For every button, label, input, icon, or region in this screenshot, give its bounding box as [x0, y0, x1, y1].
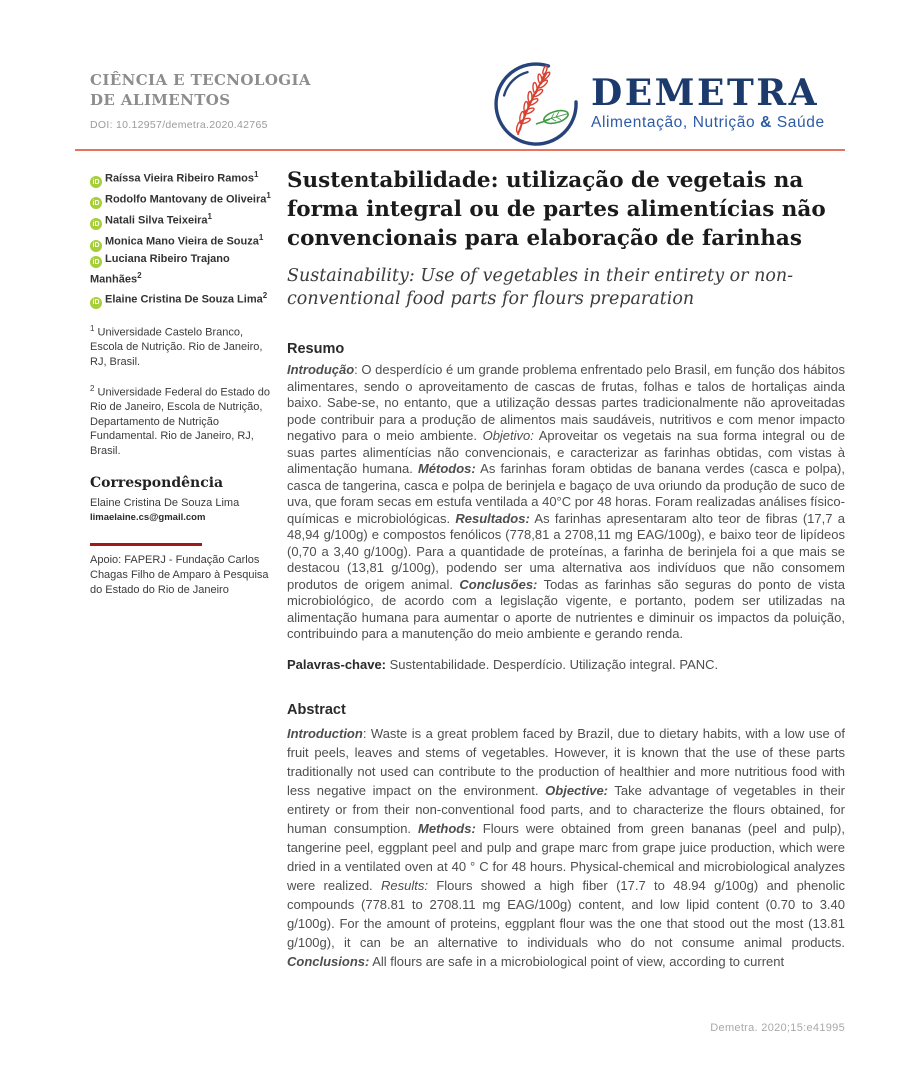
author-item: [90, 209, 276, 230]
affiliation-item: [90, 382, 276, 458]
leaf-icon: [536, 108, 570, 126]
author-name: Elaine Cristina De Souza Lima: [105, 293, 263, 306]
article-title-pt: Sustentabilidade: utilização de vegetais na forma integral ou de partes alimentícias não convencionais para elaboração de farinhas: [287, 168, 826, 251]
author-affiliation-ref: 1: [258, 233, 264, 243]
author-affiliation-ref: 2: [262, 290, 268, 300]
author-item: [90, 230, 276, 251]
abstract-heading: Abstract: [287, 701, 346, 718]
journal-logo[interactable]: [488, 58, 825, 148]
affiliation-text: Universidade Federal do Estado do Rio de Janeiro, Escola de Nutrição, Departamento de Nutrição Fundamental. Rio de Janeiro, RJ, Brasil.: [90, 386, 270, 457]
keywords-line: [287, 657, 845, 672]
logo-text: [591, 72, 825, 132]
logo-tagline: Alimentação, Nutrição & Saúde: [591, 114, 825, 131]
orcid-icon[interactable]: iD: [90, 297, 102, 309]
author-affiliation-ref: 1: [253, 170, 259, 179]
article: [287, 166, 845, 971]
author-item: [90, 188, 276, 209]
resumo-text: Introdução: O desperdício é um grande problema enfrentado pelo Brasil, em função dos hábitos alimentares, sendo o aproveitamento de cascas de frutas, folhas e talos de hortaliças ainda baixo. Sabe-se, no entanto, que a utilização dessas partes tradicionalmente não aproveitadas pode contribuir para a produção de alimentos mais saudáveis, nutritivos e com menor impacto negativo para o meio ambiente. Objetivo: Aproveitar os vegetais na sua forma integral ou de suas partes alimentícias não convencionais, e caracterizar as farinhas obtidas, com vistas à alimentação humana. Métodos: As farinhas foram obtidas de banana verdes (casca e polpa), casca de tangerina, casca e polpa de berinjela e bagaço de uva oriundo da produção de suco de uva, que foram secas em estufa ventilada a 40°C por 48 horas. Foram realizadas análises físico-químicas e microbiológicas. Resultados: As farinhas apresentaram alto teor de fibras (17,7 a 48,94 g/100g) e compostos fenólicos (778,81 a 2708,11 mg EAG/100g), e baixo teor de lipídeos (0,70 a 3,40 g/100g). Para a quantidade de proteínas, a farinha de berinjela foi a que mais se destacou (13,81 g/100g), podendo ser uma alternativa aos indivíduos que não consomem produtos de origem animal. Conclusões: Todas as farinhas são seguras do ponto de vista microbiológico, de acordo com a legislação vigente, e portanto, podem ser utilizadas na alimentação humana para aumentar o aporte de nutrientes e diminuir os impactos da poluição, contribuindo para a manutenção do meio ambiente e gerando renda.: [287, 362, 845, 641]
affiliation-number: 1: [90, 323, 95, 333]
author-name: Monica Mano Vieira de Souza: [105, 236, 259, 249]
orcid-icon[interactable]: iD: [90, 240, 102, 252]
author-list: [90, 167, 276, 309]
affiliation-item: [90, 322, 276, 369]
orcid-icon[interactable]: iD: [90, 176, 102, 188]
affiliation-text: Universidade Castelo Branco, Escola de Nutrição. Rio de Janeiro, RJ, Brasil.: [90, 326, 263, 368]
author-name: Luciana Ribeiro Trajano Manhães: [90, 252, 230, 286]
page-footer-citation: Demetra. 2020;15:e41995: [710, 1022, 845, 1034]
author-item: [90, 252, 276, 288]
article-title-en: Sustainability: Use of vegetables in their entirety or non-conventional food parts for flours preparation: [287, 266, 794, 309]
author-affiliation-ref: 2: [137, 271, 142, 281]
author-name: Rodolfo Mantovany de Oliveira: [105, 193, 267, 206]
header-divider: [75, 149, 845, 151]
sidebar: [90, 167, 276, 598]
support-note: Apoio: FAPERJ - Fundação Carlos Chagas Filho de Amparo à Pesquisa do Estado do Rio de Janeiro: [90, 554, 269, 597]
author-name: Raíssa Vieira Ribeiro Ramos: [105, 172, 254, 185]
author-item: [90, 288, 276, 309]
doi-text: DOI: 10.12957/demetra.2020.42765: [90, 119, 268, 131]
logo-wordmark: DEMETRA: [591, 72, 820, 114]
abstract-text: Introduction: Waste is a great problem faced by Brazil, due to dietary habits, with a low use of fruit peels, leaves and stems of vegetables. However, it is known that the use of these parts traditionally not used can contribute to the production of healthier and more nutritious food with less negative impact on the environment. Objective: Take advantage of vegetables in their entirety or from their non-conventional food parts, and to characterize the flours obtained, for human consumption. Methods: Flours were obtained from green bananas (peel and pulp), tangerine peel, eggplant peel and pulp and grape marc from grape juice production, which were dried in a ventilated oven at 40 ° C for 48 hours. Physical-chemical and microbiological analyzes were realized. Results: Flours showed a high fiber (17.7 to 48.94 g/100g) and phenolic compounds (778.81 to 2708.11 mg EAG/100g) content, and low lipid content (0.70 to 3.40 g/100g). For the amount of proteins, eggplant flour was the one that stood out the most (13.81 g/100g), it can be an alternative to individuals who do not consume animal products. Conclusions: All flours are safe in a microbiological point of view, according to current: [287, 725, 846, 969]
orcid-icon[interactable]: iD: [90, 256, 102, 268]
logo-emblem-icon: [488, 58, 584, 148]
author-name: Natali Silva Teixeira: [105, 214, 208, 227]
journal-section-line1: CIÊNCIA E TECNOLOGIA: [90, 71, 311, 89]
sidebar-divider: [90, 543, 202, 546]
affiliation-list: [90, 322, 276, 458]
journal-section-name: [90, 70, 311, 110]
correspondence-email[interactable]: limaelaine.cs@gmail.com: [90, 512, 206, 524]
author-affiliation-ref: 1: [266, 191, 271, 201]
journal-section-line2: DE ALIMENTOS: [90, 91, 231, 109]
resumo-heading: Resumo: [287, 341, 345, 357]
author-affiliation-ref: 1: [207, 212, 212, 222]
correspondence-name: Elaine Cristina De Souza Lima: [90, 497, 240, 510]
author-item: [90, 167, 276, 188]
affiliation-number: 2: [90, 384, 95, 394]
correspondence-heading: Correspondência: [90, 475, 224, 492]
orcid-icon[interactable]: iD: [90, 197, 102, 209]
keywords-label: Palavras-chave:: [287, 656, 387, 672]
keywords-text: Sustentabilidade. Desperdício. Utilização integral. PANC.: [386, 656, 719, 672]
orcid-icon[interactable]: iD: [90, 218, 102, 230]
